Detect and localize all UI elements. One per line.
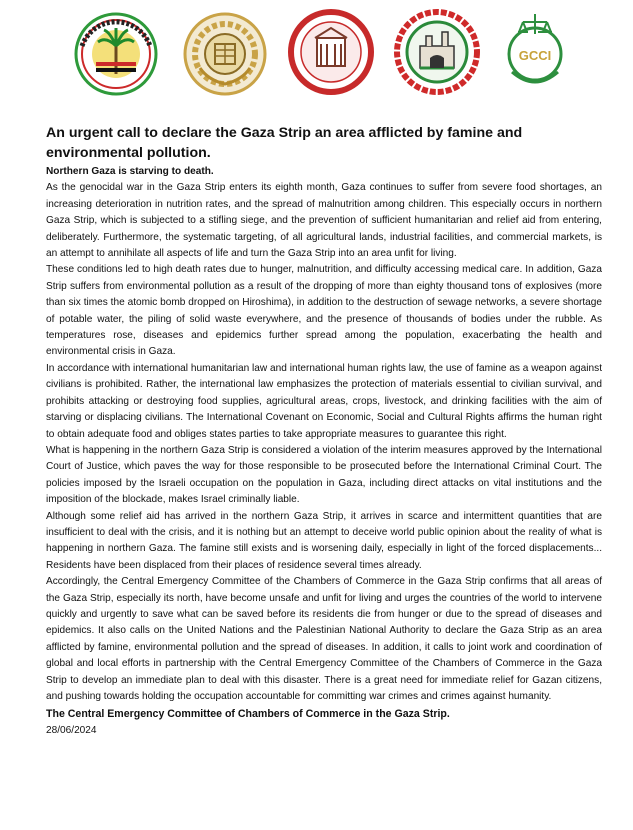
rafah-chamber-logo <box>390 6 485 106</box>
north-gaza-governorate-chamber-logo <box>178 6 273 106</box>
paragraph: As the genocidal war in the Gaza Strip enters its eighth month, Gaza continues to suffer from severe food shortages, an increasing deterioration in nutrition rates, and the spread of malnutrition among children. This especially occurs in northern Gaza Strip, which is subjected to a stifling siege, and the prevention of sufficient humanitarian and relief aid from entering, deliberately. Furthermore, the systematic targeting, of all agricultural lands, industrial facilities, and commercial markets, is an attempt to annihilate all aspects of life and turn the Gaza Strip into an area unfit for living. <box>46 182 602 260</box>
paragraph: What is happening in the northern Gaza Strip is considered a violation of the interim measures approved by the International Court of Justice, which paves the way for those responsible to be prosecuted before the International Criminal Court. The policies imposed by the Israeli occupation on the population in Gaza, including direct attacks on vital institutions and the imposition of the blockade, makes Israel criminally liable. <box>46 444 602 506</box>
gaza-chamber-gcci-logo <box>488 6 583 106</box>
paragraph: In accordance with international humanitarian law and international human rights law, the use of famine as a weapon against civilians is prohibited. Rather, the international law emphasizes the protection of materials essential to civilian survival, and prohibits attacking or destroying food supplies, agricultural areas, crops, livestock, and drinking facilities with the aim of starving or displacing civilians. The International Covenant on Economic, Social and Cultural Rights affirms the human right to obtain adequate food and obliges states parties to take appropriate measures to guarantee this right. <box>46 362 602 440</box>
document-date: 28/06/2024 <box>46 724 97 736</box>
document-title: An urgent call to declare the Gaza Strip an area afflicted by famine and environmental pollution. <box>46 125 523 161</box>
paragraph: Accordingly, the Central Emergency Committee of the Chambers of Commerce in the Gaza Strip confirms that all areas of the Gaza Strip, especially its north, have become unsafe and unfit for living and urges the countries of the world to intervene quickly and urgently to save what can be saved before its residents die from hunger or due to the spread of diseases and epidemics. It also calls on the United Nations and the Palestinian National Authority to declare the Gaza Strip as an area afflicted by famine, environmental pollution and the spread of diseases. In addition, it calls to joint work and coordination of global and local efforts in partnership with the Central Emergency Committee of the Chambers of Commerce in the Gaza Strip to develop an immediate plan to deal with this disaster. There is a great need for immediate relief for Gazan citizens, and pushing towards holding the occupation accountable for committing war crimes and crimes against humanity. <box>46 576 602 702</box>
logo-row <box>70 6 570 106</box>
signature: The Central Emergency Committee of Chambers of Commerce in the Gaza Strip. <box>46 708 450 721</box>
chamber-commerce-middle-province-logo <box>70 6 165 106</box>
document-subtitle: Northern Gaza is starving to death. <box>46 166 214 177</box>
paragraph: Although some relief aid has arrived in the northern Gaza Strip, it arrives in scarce and intermittent quantities that are insufficient to deal with the crisis, and it is nothing but an attempt to deceive world public opinion about the reality of what is happening in northern Gaza. The famine still exists and is worsening daily, especially in light of the forced displacements... Residents have been displaced from their places of residence several times already. <box>46 510 602 571</box>
paragraph: These conditions led to high death rates due to hunger, malnutrition, and difficulty accessing medical care. In addition, Gaza Strip suffers from environmental pollution as a result of the dropping of more than eighty thousand tons of explosives (more than six times the atomic bomb dropped on Hiroshima), in addition to the destruction of sewage networks, a severe shortage of potable water, the piling of solid waste everywhere, and the presence of thousands of bodies under the rubble. As temperatures rose, diseases and epidemics further spread among the population, exacerbating the health and environmental crisis in Gaza. <box>46 264 602 358</box>
svg-text:GCCI: GCCI <box>518 48 552 63</box>
khan-younis-chamber-logo <box>284 6 379 106</box>
document-body <box>46 164 602 739</box>
